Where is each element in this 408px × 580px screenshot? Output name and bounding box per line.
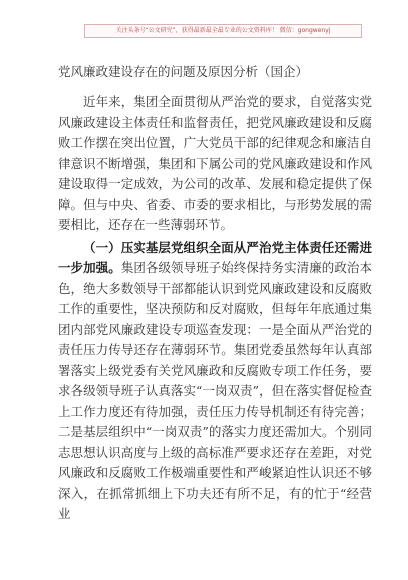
section-one-body: 集团各级领导班子始终保持务实清廉的政治本色，绝大多数领导干部都能认识到党风廉政建设和反腐败工作的重要性，坚决预防和反对腐败，但每年年底通过集团内部党风廉政建设专项巡查发现：一是全面从严治党的责任压力传导还存在薄弱环节。集团党委虽然每年认真部署落实上级党委有关党风廉政和反腐败专项工作任务，要求各级领导班子认真落实“一岗双责”，但在落实督促检查上工作力度还有待加强，责任压力传导机制还有待完善；二是基层组织中“一岗双责”的落实力度还需加大。个别同志思想认识高度与上级的高标准严要求还存在差距，对党风廉政和反腐败工作极端重要性和严峻紧迫性认识还不够深入，在抓常抓细上下功夫还有所不足，有的忙于“经营业 [58, 260, 372, 521]
section-one-paragraph [58, 238, 372, 525]
header-notice-banner: 关注头条号“公文研究”，获得最新最全最专业的公文资料库！ 微信：gongwenyj [84, 24, 362, 38]
intro-paragraph: 近年来，集团全面贯彻从严治党的要求，自觉落实党风廉政建设主体责任和监督责任，把党风廉政建设和反腐败工作摆在突出位置，广大党员干部的纪律观念和廉洁自律意识不断增强，集团和下属公司的党风廉政建设和作风建设取得一定成效，为公司的改革、发展和稳定提供了保障。但与中央、省委、市委的要求相比，与形势发展的需要相比，还存在一些薄弱环节。 [58, 94, 372, 232]
document-title: 党风廉政建设存在的问题及原因分析（国企） [58, 64, 309, 79]
section-one-heading: （一）压实基层党组织全面从严治党主体责任还需进一步加强。 [58, 239, 372, 275]
document-page [58, 62, 372, 525]
